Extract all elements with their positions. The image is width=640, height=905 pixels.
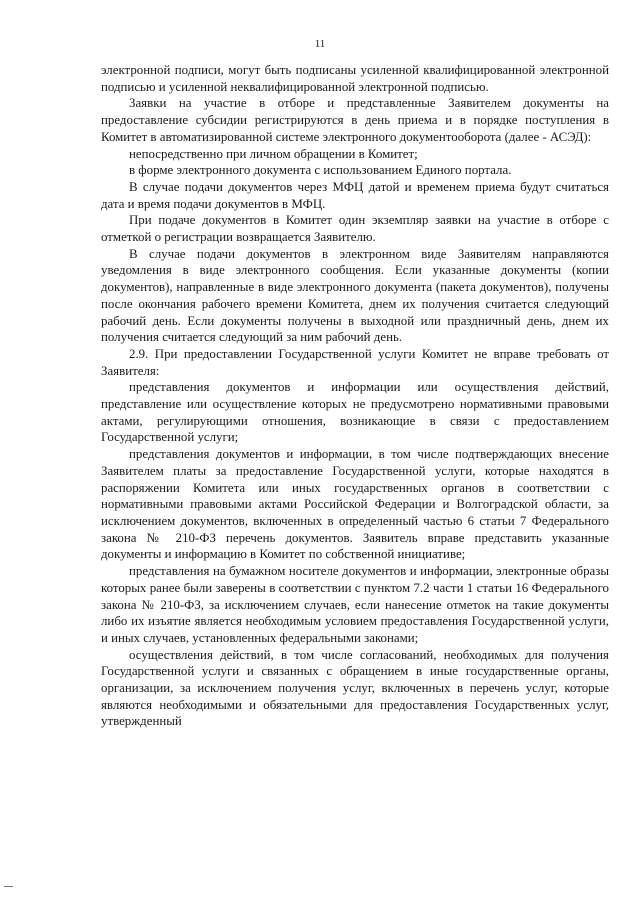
page-number: 11 [314,38,326,50]
paragraph-electronic-form: в форме электронного документа с использованием Единого портала. [129,163,512,178]
paragraph-personal-visit: непосредственно при личном обращении в Комитет; [129,146,418,161]
paragraph-not-required-documents: представления документов и информации или осуществления действий, представление или осуществление которых не предусмотрено нормативными правовыми актами, регулирующими отношения, возникающие в связи с предоставлением Государственной услуги; [101,380,609,445]
paragraph-electronic-notification: В случае подачи документов в электронном виде Заявителям направляются уведомления в виде электронного сообщения. Если указанные документы (копии документов), направленные в виде электронного документа (пакета документов), получены после окончания рабочего времени Комитета, днем их получения считается следующий рабочий день. Если документы получены в выходной или праздничный день, днем их получения считается следующий за ним рабочий день. [101,246,609,345]
paragraph-fee-documents: представления документов и информации, в том числе подтверждающих внесение Заявителем платы за предоставление Государственной услуги, которые находятся в распоряжении Комитета или иных государственных органов в соответствии с нормативными правовыми актами Российской Федерации и Волгоградской области, за исключением документов, включенных в определенный частью 6 статьи 7 Федерального закона № 210-ФЗ перечень документов. Заявитель вправе представить указанные документы и информацию в Комитет по собственной инициативе; [101,447,609,562]
paragraph-paper-copies: представления на бумажном носителе документов и информации, электронные образы которых ранее были заверены в соответствии с пунктом 7.2 части 1 статьи 16 Федерального закона № 210-ФЗ, за исключением случаев, если нанесение отметок на такие документы либо их изъятие является необходимым условием предоставления Государственной услуги, и иных случаев, установленных федеральными законами; [101,564,609,645]
scan-edge-mark [4,886,13,887]
document-body [101,62,609,730]
paragraph-registration: Заявки на участие в отборе и представленные Заявителем документы на предоставление субсидии регистрируются в день приема и в порядке поступления в Комитет в автоматизированной системе электронного документооборота (далее - АСЭД): [101,96,609,144]
paragraph-approvals: осуществления действий, в том числе согласований, необходимых для получения Государственной услуги и связанных с обращением в иные государственные органы, организации, за исключением получения услуг, включенных в перечень услуг, которые являются необходимыми и обязательными для предоставления Государственных услуг, утвержденный [101,647,609,729]
paragraph-mfc-submission: В случае подачи документов через МФЦ датой и временем приема будут считаться дата и время подачи документов в МФЦ. [101,179,609,211]
paragraph-copy-returned: При подаче документов в Комитет один экземпляр заявки на участие в отборе с отметкой о регистрации возвращается Заявителю. [101,213,609,245]
paragraph-signature-continuation: электронной подписи, могут быть подписаны усиленной квалифицированной электронной подписью и усиленной неквалифицированной электронной подписью. [101,63,609,94]
paragraph-section-2-9: 2.9. При предоставлении Государственной услуги Комитет не вправе требовать от Заявителя: [101,346,609,378]
